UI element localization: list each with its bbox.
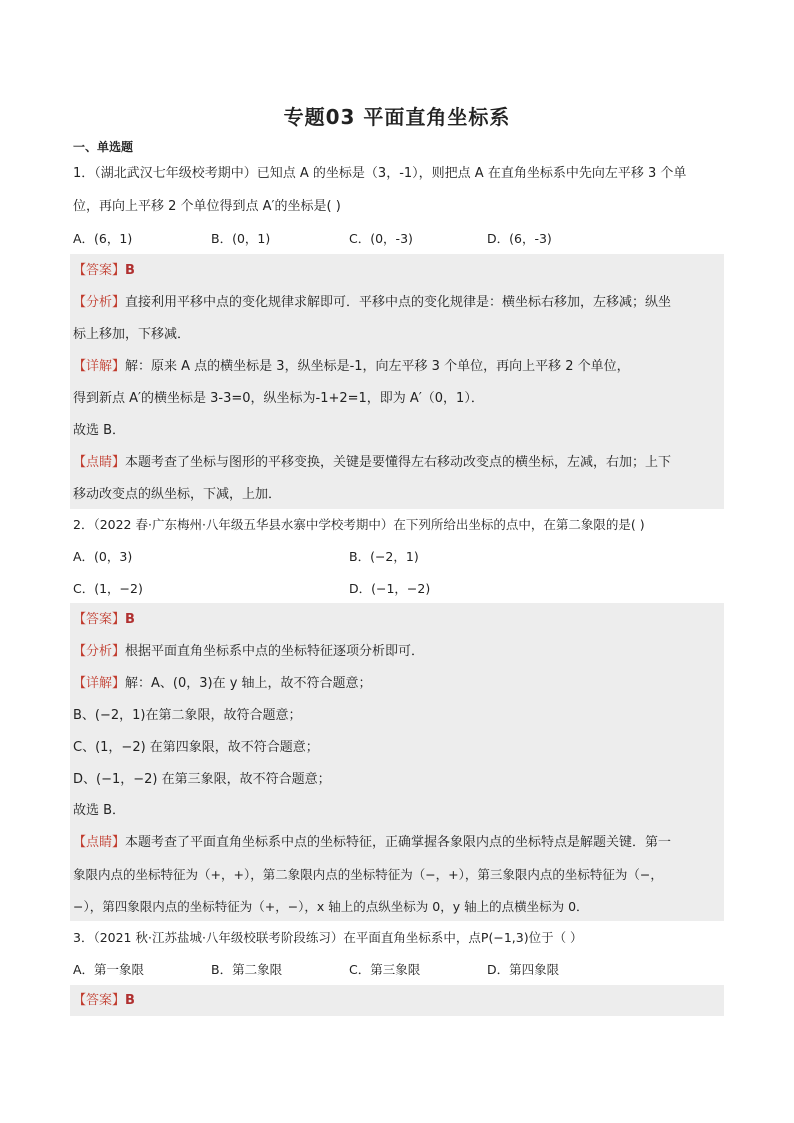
comment-text: 本题考查了平面直角坐标系中点的坐标特征，正确掌握各象限内点的坐标特点是解题关键．第一 xyxy=(125,835,672,850)
q1-comment-line-2: 移动改变点的纵坐标，下减，上加． xyxy=(73,487,282,502)
q1-analysis-line-2: 标上移加，下移减． xyxy=(73,327,191,342)
q3-option-c: C．第三象限 xyxy=(349,962,421,977)
comment-text: 本题考查了坐标与图形的平移变换，关键是要懂得左右移动改变点的横坐标，左减，右加；上下 xyxy=(125,455,672,470)
q2-comment-line-1 xyxy=(73,834,671,852)
q1-option-d: D．(6，-3) xyxy=(487,231,552,246)
q2-option-d: D．(−1，−2) xyxy=(349,581,431,596)
q2-analysis-line-1 xyxy=(73,643,424,661)
answer-tag: 【答案】 xyxy=(73,993,126,1008)
answer-tag: 【答案】 xyxy=(73,612,126,627)
answer-value: B xyxy=(125,612,135,627)
analysis-text: 直接利用平移中点的变化规律求解即可．平移中点的变化规律是：横坐标右移加，左移减；纵坐 xyxy=(125,295,672,310)
q2-detail-line-5: 故选 B． xyxy=(73,803,126,818)
answer-tag: 【答案】 xyxy=(73,263,126,278)
q1-option-b: B．(0，1) xyxy=(211,231,271,246)
q1-option-c: C．(0，-3) xyxy=(349,231,413,246)
detail-text: 解：原来 A 点的横坐标是 3，纵坐标是-1，向左平移 3 个单位，再向上平移 2 个单位， xyxy=(125,359,630,374)
section-heading: 一、单选题 xyxy=(73,140,134,154)
detail-text: 解：A、(0，3)在 y 轴上，故不符合题意； xyxy=(125,676,372,691)
detail-tag: 【详解】 xyxy=(73,676,126,691)
q1-answer-line xyxy=(73,262,135,280)
q3-option-a: A．第一象限 xyxy=(73,962,145,977)
q2-option-c: C．(1，−2) xyxy=(73,581,143,596)
q2-comment-line-3: −），第四象限内点的坐标特征为（+，−），x 轴上的点纵坐标为 0，y 轴上的点横坐标为 0． xyxy=(73,899,589,914)
q3-option-d: D．第四象限 xyxy=(487,962,560,977)
q1-detail-line-1 xyxy=(73,358,630,376)
q3-solution-box xyxy=(70,985,724,1016)
q1-analysis-line-1 xyxy=(73,294,671,312)
analysis-tag: 【分析】 xyxy=(73,644,126,659)
comment-tag: 【点睛】 xyxy=(73,835,126,850)
q3-option-b: B．第二象限 xyxy=(211,962,283,977)
q2-detail-line-4: D、(−1，−2) 在第三象限，故不符合题意； xyxy=(73,772,331,787)
q2-detail-line-2: B、(−2，1)在第二象限，故符合题意； xyxy=(73,708,302,723)
answer-value: B xyxy=(125,263,135,278)
q2-detail-line-3: C、(1，−2) 在第四象限，故不符合题意； xyxy=(73,740,319,755)
q1-stem-line-2: 位，再向上平移 2 个单位得到点 A′的坐标是( ) xyxy=(73,199,341,214)
detail-tag: 【详解】 xyxy=(73,359,126,374)
q1-detail-line-3: 故选 B． xyxy=(73,423,126,438)
q2-option-a: A．(0，3) xyxy=(73,549,133,564)
q3-answer-line xyxy=(73,992,135,1010)
q2-stem: 2．（2022 春·广东梅州·八年级五华县水寨中学校考期中）在下列所给出坐标的点中，在第二象限的是( ) xyxy=(73,517,645,532)
q1-comment-line-1 xyxy=(73,454,671,472)
q2-detail-line-1 xyxy=(73,675,372,693)
answer-value: B xyxy=(125,993,135,1008)
q2-comment-line-2: 象限内点的坐标特征为（+，+），第二象限内点的坐标特征为（−，+），第三象限内点的坐标特征为（−， xyxy=(73,867,663,882)
q1-option-a: A．(6，1) xyxy=(73,231,133,246)
q1-stem-line-1: 1．（湖北武汉七年级校考期中）已知点 A 的坐标是（3，-1），则把点 A 在直角坐标系中先向左平移 3 个单 xyxy=(73,166,687,181)
q2-option-b: B．(−2，1) xyxy=(349,549,419,564)
analysis-tag: 【分析】 xyxy=(73,295,126,310)
page-title: 专题03 平面直角坐标系 xyxy=(283,105,511,129)
q3-stem: 3．（2021 秋·江苏盐城·八年级校联考阶段练习）在平面直角坐标系中，点P(−1,3)位于（ ） xyxy=(73,930,583,945)
comment-tag: 【点睛】 xyxy=(73,455,126,470)
q2-answer-line xyxy=(73,611,135,629)
q1-detail-line-2: 得到新点 A′的横坐标是 3-3=0，纵坐标为-1+2=1，即为 A′（0，1）． xyxy=(73,391,484,406)
analysis-text: 根据平面直角坐标系中点的坐标特征逐项分析即可． xyxy=(125,644,425,659)
